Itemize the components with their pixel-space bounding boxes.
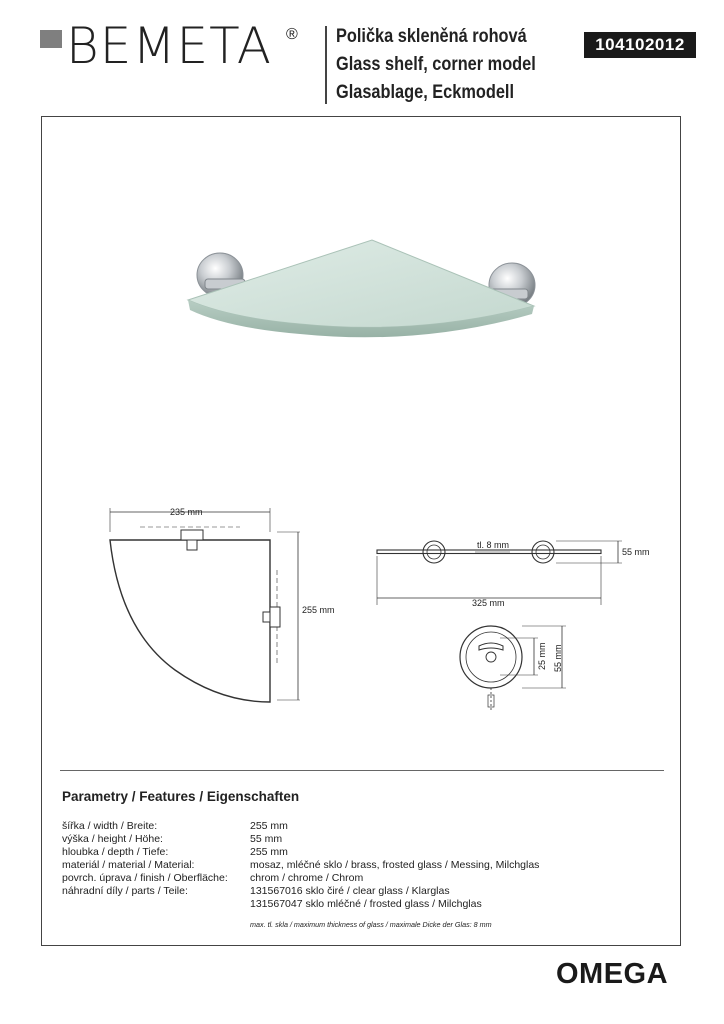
title-english: Glass shelf, corner model [336, 54, 536, 75]
title-german: Glasablage, Eckmodell [336, 82, 515, 103]
spec-label: hloubka / depth / Tiefe: [62, 846, 169, 858]
series-name: OMEGA [556, 958, 669, 990]
spec-label: náhradní díly / parts / Teile: [62, 885, 188, 897]
height-label: 55 mm [622, 547, 650, 557]
spec-value: 55 mm [250, 833, 283, 845]
spec-label: povrch. úprava / finish / Oberfläche: [62, 872, 228, 884]
side-view [377, 541, 622, 605]
spec-value: 255 mm [250, 846, 288, 858]
holder-large-label: 55 mm [553, 644, 563, 672]
title-czech: Polička skleněná rohová [336, 26, 527, 47]
length-label: 325 mm [472, 598, 505, 608]
product-illustration [0, 0, 724, 470]
spec-label: materiál / material / Material: [62, 859, 195, 871]
thickness-label: tl. 8 mm [477, 540, 510, 550]
spec-value: 255 mm [250, 820, 288, 832]
spec-value: chrom / chrome / Chrom [250, 872, 364, 884]
spec-value: mosaz, mléčné sklo / brass, frosted glass / Messing, Milchglas [250, 859, 540, 871]
holder-outer-circle [460, 626, 522, 688]
spec-label: výška / height / Höhe: [62, 833, 163, 845]
brand-name: BEMETA [66, 17, 272, 75]
holder-small-label: 25 mm [537, 642, 547, 670]
registered-mark: ® [286, 26, 298, 43]
spec-value: 131567047 sklo mléčné / frosted glass / Milchglas [250, 898, 482, 910]
spec-label: šířka / width / Breite: [62, 820, 158, 832]
glass-shelf-top [188, 240, 534, 327]
side-depth-label: 255 mm [302, 605, 335, 615]
holder-front-view [460, 626, 566, 710]
features-heading: Parametry / Features / Eigenschaften [62, 789, 300, 804]
top-width-label: 235 mm [170, 507, 203, 517]
product-code-badge: 104102012 [584, 32, 696, 58]
spec-value: 131567016 sklo čiré / clear glass / Klarglas [250, 885, 450, 897]
shelf-outline [110, 540, 270, 702]
glass-thickness-note: max. tl. skla / maximum thickness of glass / maximale Dicke der Glas: 8 mm [250, 920, 492, 929]
section-divider [60, 770, 664, 771]
top-view [110, 508, 300, 702]
technical-drawing [0, 470, 724, 750]
